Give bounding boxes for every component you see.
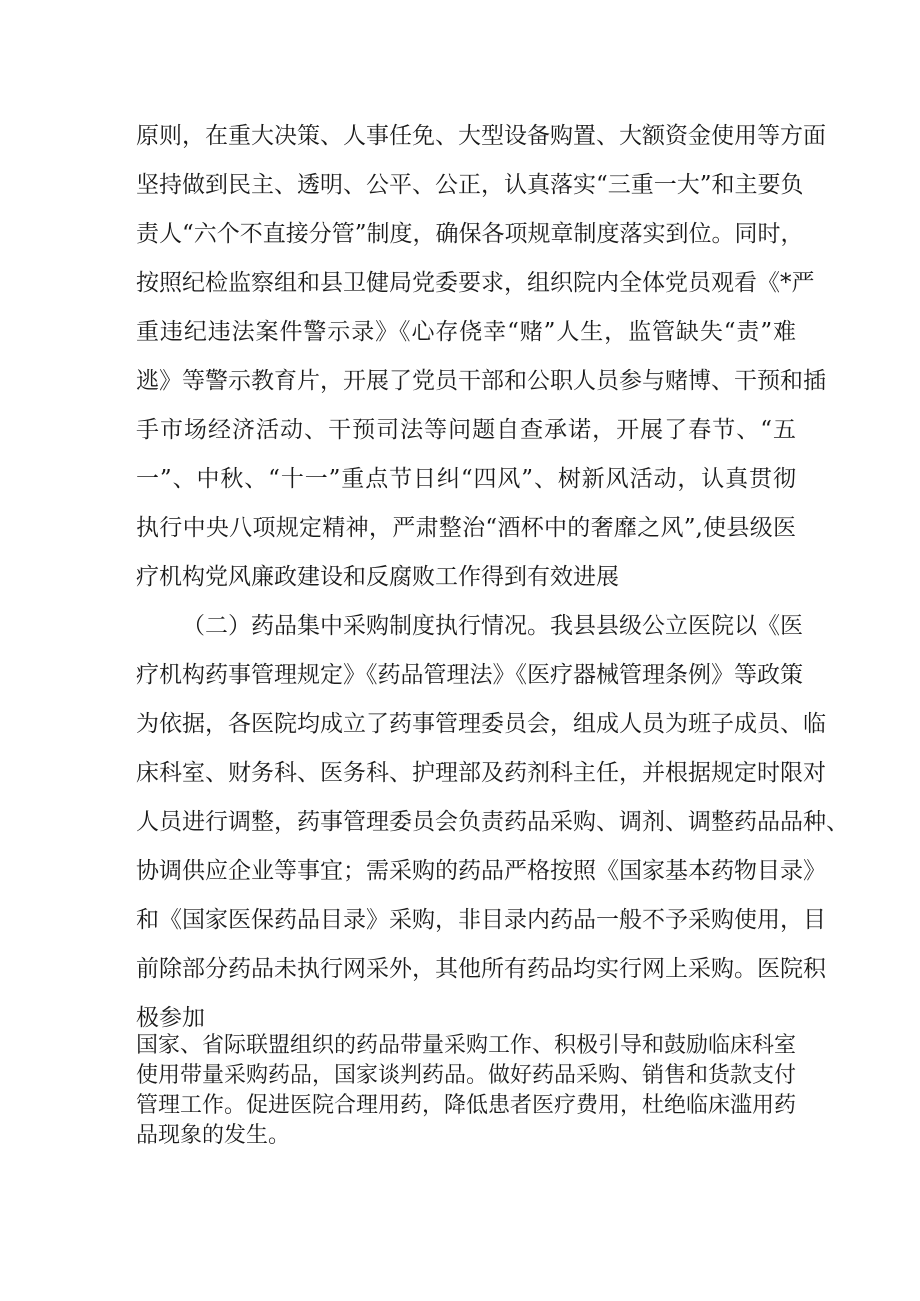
text-line: 责人“六个不直接分管”制度，确保各项规章制度落实到位。同时， — [136, 221, 804, 247]
text-line: 使用带量采购药品，国家谈判药品。做好药品采购、销售和货款支付 — [136, 1063, 797, 1088]
text-line: 疗机构党风廉政建设和反腐败工作得到有效进展 — [136, 564, 619, 590]
text-line: 和《国家医保药品目录》采购，非目录内药品一般不予采购使用，目 — [136, 907, 826, 933]
section-heading-line: （二）药品集中采购制度执行情况。我县县级公立医院以《医 — [182, 613, 803, 639]
text-line: 国家、省际联盟组织的药品带量采购工作、积极引导和鼓励临床科室 — [136, 1033, 797, 1058]
text-line: 管理工作。促进医院合理用药，降低患者医疗费用，杜绝临床滥用药 — [136, 1093, 797, 1118]
text-line: 按照纪检监察组和县卫健局党委要求，组织院内全体党员观看《*严 — [136, 270, 815, 296]
text-line: 为依据，各医院均成立了药事管理委员会，组成人员为班子成员、临 — [136, 711, 826, 737]
text-line: 执行中央八项规定精神，严肃整治“酒杯中的奢靡之风”,使县级医 — [136, 515, 796, 541]
text-line: 原则，在重大决策、人事任免、大型设备购置、大额资金使用等方面 — [136, 123, 826, 149]
text-line: 品现象的发生。 — [136, 1123, 291, 1148]
text-line: 手市场经济活动、干预司法等问题自查承诺，开展了春节、“五 — [136, 417, 796, 443]
text-line: 坚持做到民主、透明、公平、公正，认真落实“三重一大”和主要负 — [136, 172, 804, 198]
text-line: 疗机构药事管理规定》《药品管理法》《医疗器械管理条例》等政策 — [136, 662, 803, 688]
text-line: 床科室、财务科、医务科、护理部及药剂科主任，并根据规定时限对 — [136, 760, 826, 786]
text-line: 极参加 — [136, 1005, 205, 1031]
text-line: 重违纪违法案件警示录》《心存侥幸“赌”人生，监管缺失“责”难 — [136, 319, 796, 345]
text-line: 协调供应企业等事宜；需采购的药品严格按照《国家基本药物目录》 — [136, 858, 826, 884]
text-line: 一”、中秋、“十一”重点节日纠“四风”、树新风活动，认真贯彻 — [136, 466, 796, 492]
text-line: 前除部分药品未执行网采外，其他所有药品均实行网上采购。医院积 — [136, 956, 826, 982]
text-line: 人员进行调整，药事管理委员会负责药品采购、调剂、调整药品品种、 — [136, 809, 849, 835]
text-line: 逃》等警示教育片，开展了党员干部和公职人员参与赌博、干预和插 — [136, 368, 826, 394]
